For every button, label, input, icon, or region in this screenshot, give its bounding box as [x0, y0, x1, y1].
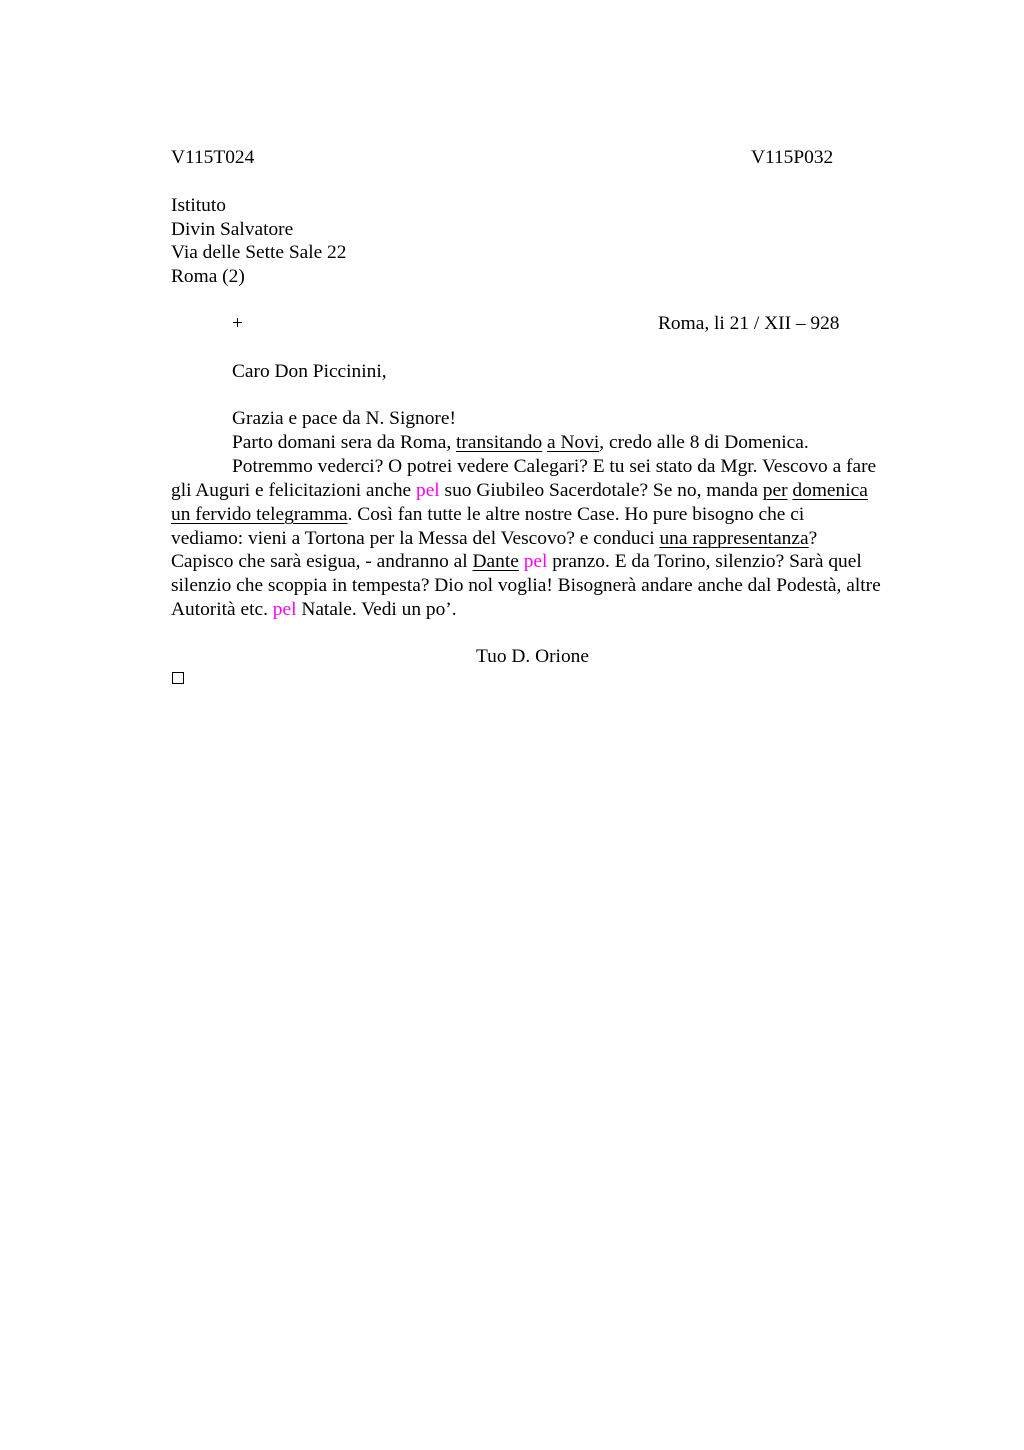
address-line: Istituto — [171, 195, 226, 216]
underlined-word: Dante — [472, 551, 519, 572]
signature: Tuo D. Orione — [476, 646, 589, 667]
body-line: vediamo: vieni a Tortona per la Messa del Vescovo? e conduci una rappresentanza? — [171, 528, 818, 549]
body-line: Grazia e pace da N. Signore! — [232, 408, 456, 429]
body-line: un fervido telegramma. Così fan tutte le altre nostre Case. Ho pure bisogno che ci — [171, 504, 805, 525]
document-code-right: V115P032 — [751, 147, 834, 168]
highlighted-word: pel — [523, 551, 548, 572]
body-line: silenzio che scoppia in tempesta? Dio nol voglia! Bisognerà andare anche dal Podestà, altre — [171, 575, 881, 596]
underlined-word: a Novi — [547, 432, 600, 453]
address-line: Divin Salvatore — [171, 219, 294, 240]
body-line: Capisco che sarà esigua, - andranno al Dante pel pranzo. E da Torino, silenzio? Sarà quel — [171, 551, 862, 572]
document-code-left: V115T024 — [171, 147, 255, 168]
underlined-word: una rappresentanza — [659, 528, 809, 549]
cross-symbol: + — [232, 313, 243, 334]
body-line: Potremmo vederci? O potrei vedere Calegari? E tu sei stato da Mgr. Vescovo a fare — [232, 456, 877, 477]
body-line: Autorità etc. pel Natale. Vedi un po’. — [171, 599, 457, 620]
body-line: Parto domani sera da Roma, transitando a Novi, credo alle 8 di Domenica. — [232, 432, 809, 453]
highlighted-word: pel — [272, 599, 297, 620]
highlighted-word: pel — [416, 480, 440, 501]
underlined-word: per — [762, 480, 788, 501]
address-line: Roma (2) — [171, 266, 245, 287]
underlined-word: transitando — [456, 432, 543, 453]
address-line: Via delle Sette Sale 22 — [171, 242, 347, 263]
salutation: Caro Don Piccinini, — [232, 361, 387, 382]
letter-date: Roma, li 21 / XII – 928 — [658, 313, 840, 334]
underlined-word: un fervido telegramma — [171, 504, 348, 525]
underlined-word: domenica — [792, 480, 868, 501]
body-line: gli Auguri e felicitazioni anche pel suo Giubileo Sacerdotale? Se no, manda per domenica — [171, 480, 868, 501]
end-box-icon — [172, 672, 184, 684]
